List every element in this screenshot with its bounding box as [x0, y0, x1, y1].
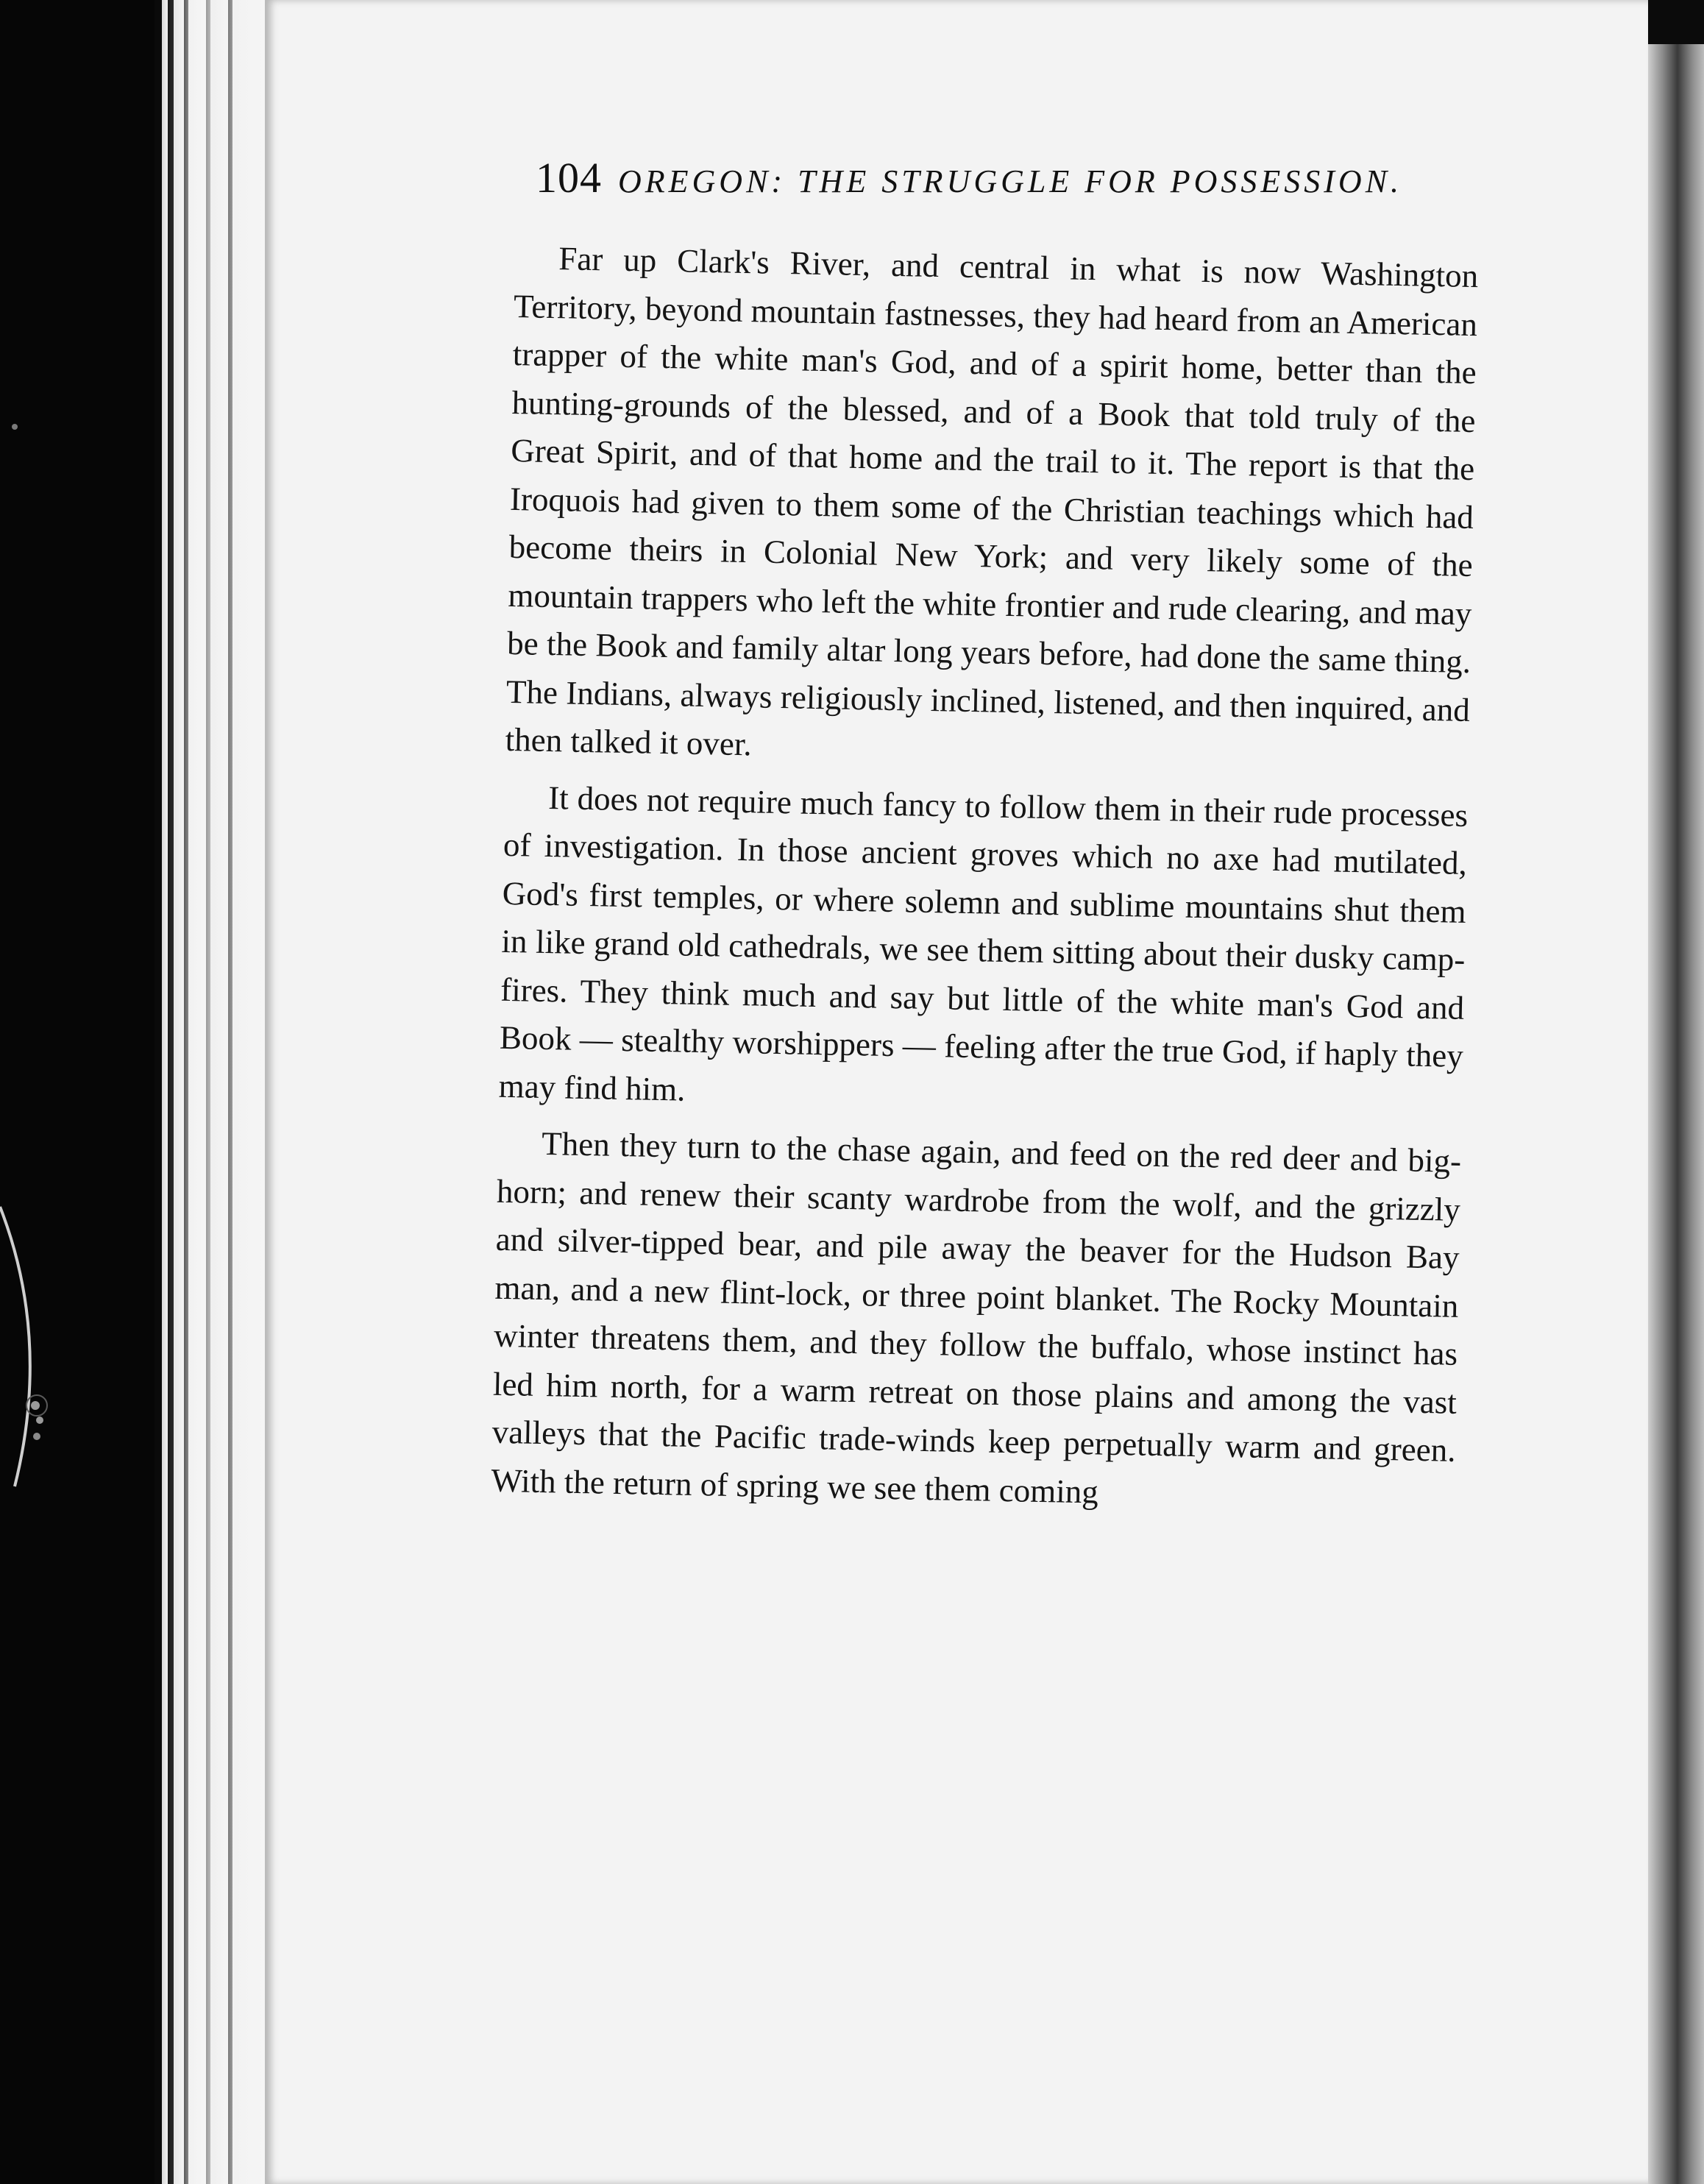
paragraph: Then they turn to the chase again, and feed on the red deer and big-horn; and renew their scanty wardrobe from the wolf, and the grizzly and silver-tipped bear, and pile away the beaver for the Hudson Bay man, and a new flint-lock, or three point blanket. The Rocky Mountain winter threatens them, and they follow the buffalo, whose instinct has led him north, for a warm retreat on those plains and among the vast valleys that the Pacific trade-winds keep perpetually warm and green. With the return of spring we see them coming — [491, 1124, 1462, 1511]
scan-artifacts — [0, 0, 155, 2184]
paragraph: It does not require much fancy to follow them in their rude processes of investigation. In those ancient groves which no axe had mutilated, God's first temples, or where solemn and sublime mountains shut them in like grand old cathedrals, we see them sitting about their dusky camp-fires. They think much and say but little of the white man's God and Book — stealthy worshippers — feeling after the true God, if haply they may find him. — [498, 779, 1469, 1108]
scan-speck — [36, 1417, 43, 1424]
binding-curve-mark — [0, 1207, 30, 1486]
running-head — [536, 153, 1433, 212]
scan-speck — [31, 1401, 40, 1410]
running-title: OREGON: THE STRUGGLE FOR POSSESSION. — [618, 163, 1403, 199]
scan-speck — [12, 424, 18, 430]
left-scan-margin — [0, 0, 155, 2184]
paragraph: Far up Clark's River, and central in what is now Washington Territory, beyond mountain fastnesses, they had heard from an American trapper of the white man's God, and of a spirit home, better than the hunting-grounds of the blessed, and of a Book that told truly of the Great Spirit, and of that home and the trail to it. The report is that the Iroquois had given to them some of the Christian teachings which had become theirs in Colonial New York; and very likely some of the mountain trappers who left the white frontier and rude clearing, and may be the Book and family altar long years before, had done the same thing. The Indians, always religiously inclined, listened, and then inquired, and then talked it over. — [505, 240, 1479, 763]
book-right-edge-shadow — [1648, 0, 1704, 44]
scan-speck — [33, 1433, 40, 1440]
body-text — [491, 234, 1479, 1532]
book-right-edge — [1648, 0, 1704, 2184]
page-number: 104 — [536, 154, 602, 202]
book-binding-edge — [155, 0, 265, 2184]
